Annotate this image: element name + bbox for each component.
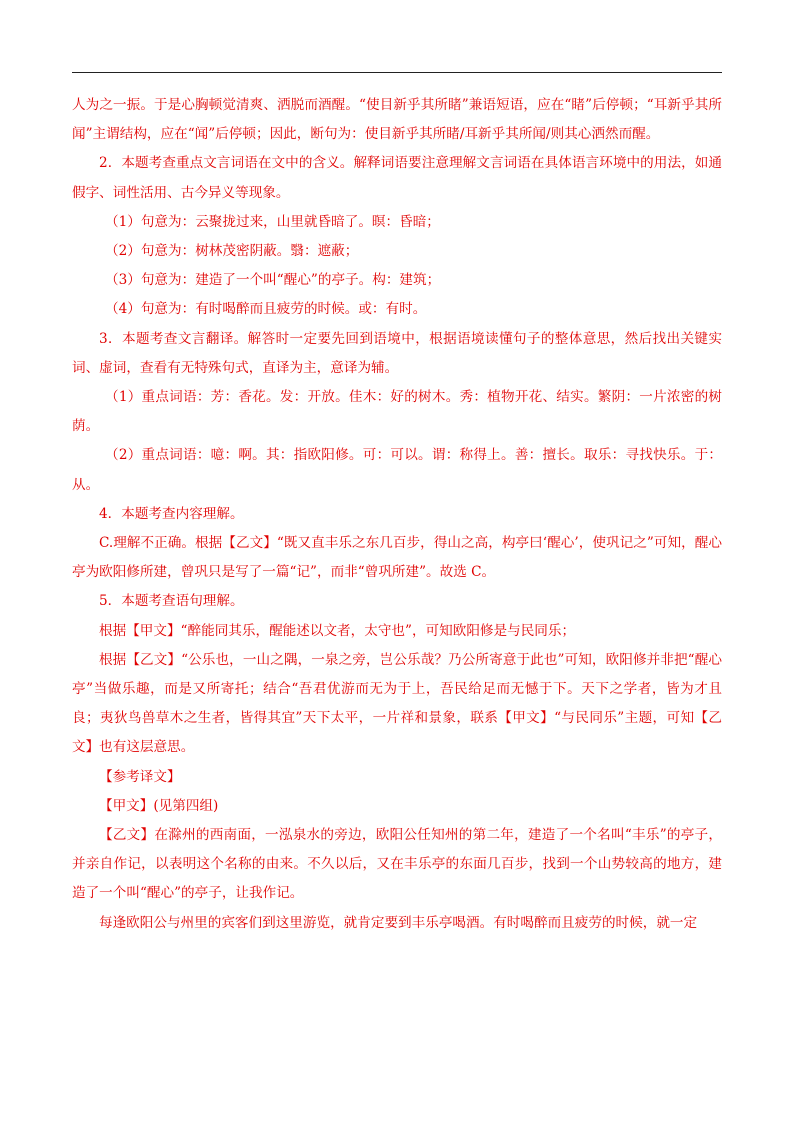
paragraph-q3-item-1: （1）重点词语：芳：香花。发：开放。佳木：好的树木。秀：植物开花、结实。繁阴：一片浓密的树荫。 [72, 389, 722, 435]
paragraph-continuation: 人为之一振。于是心胸顿觉清爽、洒脱而酒醒。“使目新乎其所睹”兼语短语，应在“睹”后停顿；“耳新乎其所闻”主谓结构，应在“闻”后停顿；因此，断句为：使目新乎其所睹/耳新乎其所闻/则其心洒然而醒。 [72, 97, 722, 143]
paragraph-q2-item-4: （4）句意为：有时喝醉而且疲劳的时候。或：有时。 [105, 301, 427, 318]
paragraph-q5-answer-2: 根据【乙文】“公乐也，一山之隅，一泉之旁，岂公乐哉？乃公所寄意于此也”可知，欧阳修并非把“醒心亭”当做乐趣，而是又所寄托；结合“吾君优游而无为于上，吾民给足而无憾于下。天下之学者，皆为才且良；夷狄鸟兽草木之生者，皆得其宜”天下太平，一片祥和景象，联系【甲文】“与民同乐”主题，可知【乙文】也有这层意思。 [72, 651, 722, 756]
paragraph-q2-item-3: （3）句意为：建造了一个叫“醒心”的亭子。构：建筑； [105, 272, 441, 289]
document-body [72, 91, 722, 938]
paragraph-q3-item-2: （2）重点词语：噫：啊。其：指欧阳修。可：可以。谓：称得上。善：擅长。取乐：寻找快乐。于：从。 [72, 447, 722, 493]
paragraph-q4-answer: C.理解不正确。根据【乙文】“既又直丰乐之东几百步，得山之高，构亭曰‘醒心’，使巩记之”可知，醒心亭为欧阳修所建，曾巩只是写了一篇“记”，而非“曾巩所建”。故选 C。 [72, 535, 722, 581]
paragraph-q2-item-1: （1）句意为：云聚拢过来，山里就昏暗了。暝：昏暗； [105, 213, 440, 230]
paragraph-q2-item-2: （2）句意为：树林茂密阴蔽。翳：遮蔽； [105, 243, 359, 260]
paragraph-q5-heading: 5．本题考查语句理解。 [99, 593, 244, 610]
paragraph-translation-heading: 【参考译文】 [99, 768, 181, 785]
paragraph-q4-heading: 4．本题考查内容理解。 [99, 505, 244, 522]
paragraph-q5-answer-1: 根据【甲文】“醉能同其乐，醒能述以文者，太守也”，可知欧阳修是与民同乐； [99, 622, 576, 639]
paragraph-translation-continued: 每逢欧阳公与州里的宾客们到这里游览，就肯定要到丰乐亭喝酒。有时喝醉而且疲劳的时候，就一定 [99, 914, 698, 931]
header-rule [72, 72, 722, 73]
paragraph-translation-yi: 【乙文】在滁州的西南面，一泓泉水的旁边，欧阳公任知州的第二年，建造了一个名叫“丰乐”的亭子，并亲自作记，以表明这个名称的由来。不久以后，又在丰乐亭的东面几百步，找到一个山势较高的地方，建造了一个叫“醒心”的亭子，让我作记。 [72, 827, 722, 902]
paragraph-q2-heading: 2．本题考查重点文言词语在文中的含义。解释词语要注意理解文言词语在具体语言环境中的用法，如通假字、词性活用、古今异义等现象。 [72, 155, 722, 201]
paragraph-q3-heading: 3．本题考查文言翻译。解答时一定要先回到语境中，根据语境读懂句子的整体意思，然后找出关键实词、虚词，查看有无特殊句式，直译为主，意译为辅。 [72, 330, 722, 376]
paragraph-translation-jia: 【甲文】(见第四组) [99, 797, 219, 814]
